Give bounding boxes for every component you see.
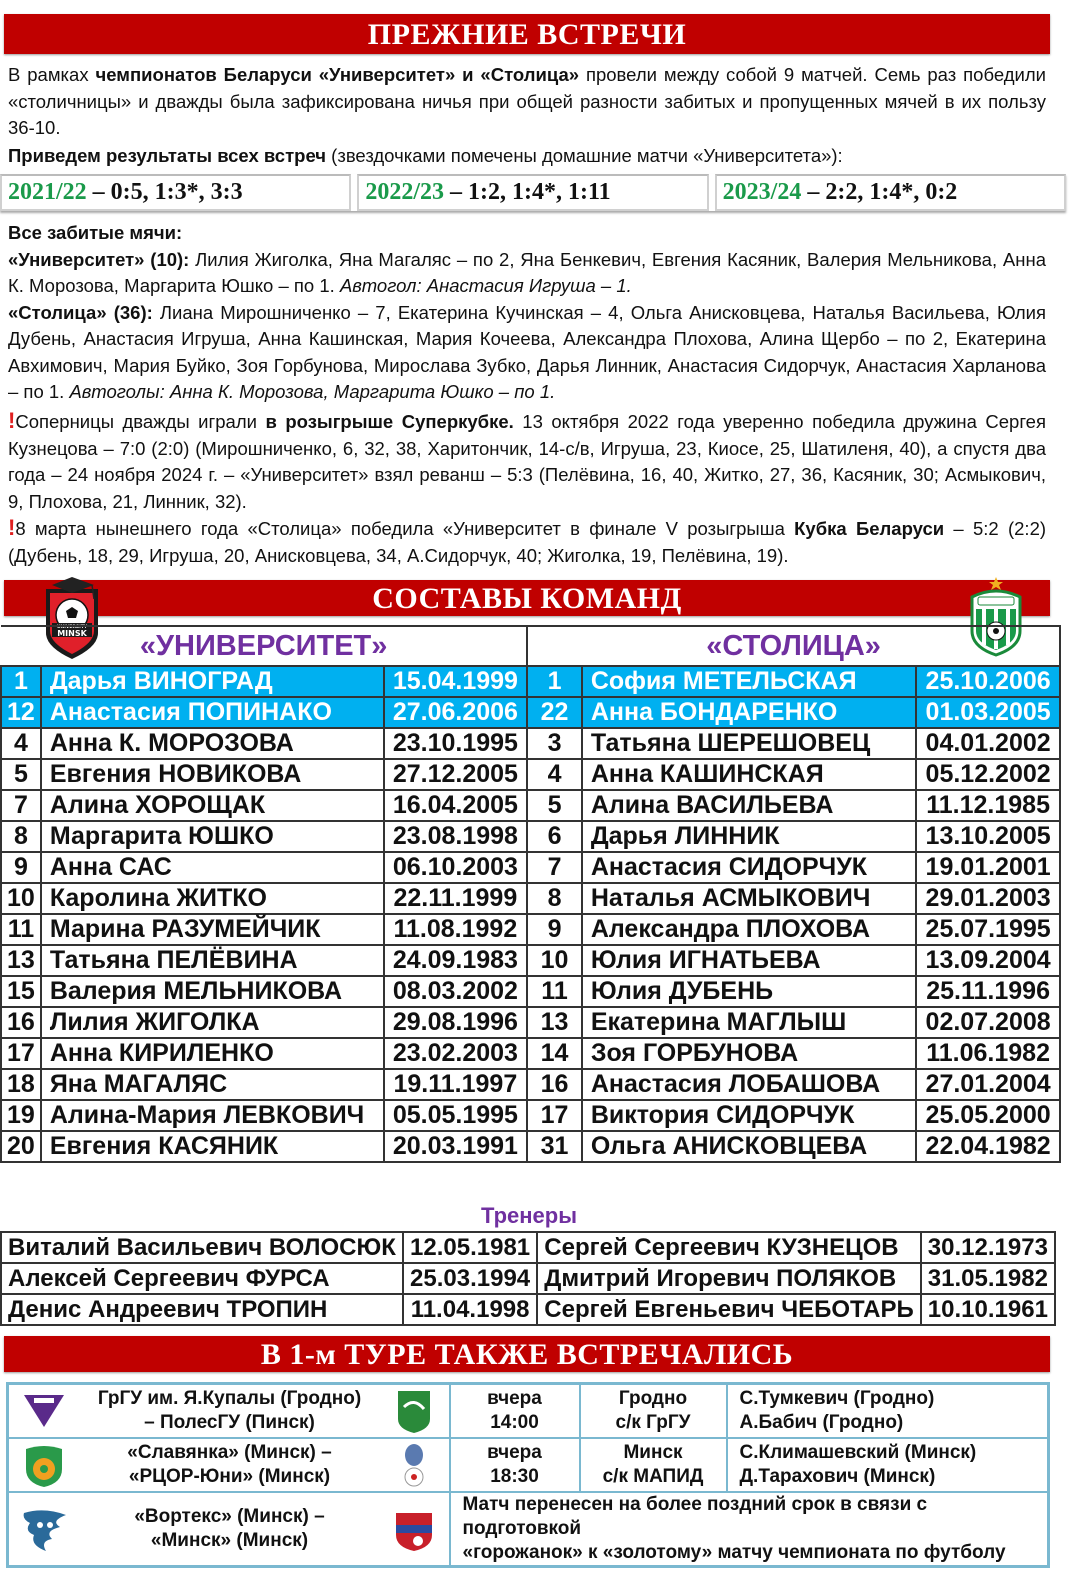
home-player-birthdate: 29.08.1996: [384, 1007, 528, 1038]
away-player-birthdate: 29.01.2003: [916, 883, 1060, 914]
away-player-number: 16: [527, 1069, 582, 1100]
home-player-name: Анна САС: [41, 852, 384, 883]
away-player-birthdate: 19.01.2001: [916, 852, 1060, 883]
season-scores: – 2:2, 1:4*, 0:2: [801, 179, 958, 205]
away-player-number: 22: [527, 697, 582, 728]
intro-paragraph: [8, 62, 1046, 142]
section-banner-previous-meetings: ПРЕЖНИЕ ВСТРЕЧИ: [4, 14, 1050, 54]
away-player-name: Анна КАШИНСКАЯ: [582, 759, 916, 790]
away-player-birthdate: 22.04.1982: [916, 1131, 1060, 1162]
match-referees: [727, 1438, 1049, 1492]
match-time: [450, 1384, 580, 1439]
match-city: Минск: [623, 1442, 683, 1463]
section-banner-other-matches: В 1-м ТУРЕ ТАКЖЕ ВСТРЕЧАЛИСЬ: [4, 1336, 1050, 1372]
note-line: «горожанок» к «золотому» матчу чемпионата по футболу: [462, 1542, 1006, 1563]
match-teams: [80, 1438, 380, 1492]
away-player-number: 10: [527, 945, 582, 976]
away-coach-birthdate: 31.05.1982: [921, 1263, 1055, 1294]
match-time-value: 14:00: [490, 1412, 539, 1433]
away-player-birthdate: 11.06.1982: [916, 1038, 1060, 1069]
away-player-birthdate: 04.01.2002: [916, 728, 1060, 759]
away-coach-name: Дмитрий Игоревич ПОЛЯКОВ: [537, 1263, 920, 1294]
home-player-number: 9: [1, 852, 41, 883]
home-player-birthdate: 27.12.2005: [384, 759, 528, 790]
home-player-name: Валерия МЕЛЬНИКОВА: [41, 976, 384, 1007]
away-player-number: 5: [527, 790, 582, 821]
home-player-birthdate: 11.08.1992: [384, 914, 528, 945]
season-scores: – 1:2, 1:4*, 1:11: [444, 179, 611, 205]
home-player-birthdate: 06.10.2003: [384, 852, 528, 883]
home-player-number: 16: [1, 1007, 41, 1038]
match-team-2: – ПолесГУ (Пинск): [144, 1412, 315, 1433]
home-team-name: «УНИВЕРСИТЕТ»: [1, 626, 527, 666]
home-player-number: 12: [1, 697, 41, 728]
home-player-number: 4: [1, 728, 41, 759]
note-text: Соперницы дважды играли: [15, 411, 266, 432]
home-player-name: Маргарита ЮШКО: [41, 821, 384, 852]
lineups-table: [0, 625, 1061, 1163]
home-coach-birthdate: 12.05.1981: [403, 1232, 537, 1263]
match-time-value: 18:30: [490, 1466, 539, 1487]
home-player-name: Анна К. МОРОЗОВА: [41, 728, 384, 759]
away-player-name: Екатерина МАГЛЫШ: [582, 1007, 916, 1038]
home-player-name: Лилия ЖИГОЛКА: [41, 1007, 384, 1038]
roster-row-goalkeeper: [1, 697, 1060, 728]
other-match-row: [8, 1384, 1049, 1439]
minsk-logo-icon: [380, 1492, 450, 1567]
polesgu-logo-icon: [380, 1384, 450, 1439]
home-player-birthdate: 27.06.2006: [384, 697, 528, 728]
referee: Д.Тарахович (Минск): [739, 1466, 936, 1487]
away-player-name: Ольга АНИСКОВЦЕВА: [582, 1131, 916, 1162]
season-results: [0, 174, 1066, 211]
away-player-birthdate: 13.09.2004: [916, 945, 1060, 976]
away-player-number: 31: [527, 1131, 582, 1162]
roster-row: [1, 883, 1060, 914]
results-intro-bold: Приведем результаты всех встреч: [8, 145, 327, 166]
home-player-number: 13: [1, 945, 41, 976]
goals-stol-label: «Столица» (36):: [8, 301, 153, 323]
home-player-birthdate: 22.11.1999: [384, 883, 528, 914]
referee: С.Тумкевич (Гродно): [739, 1388, 935, 1409]
home-player-number: 20: [1, 1131, 41, 1162]
away-player-name: Зоя ГОРБУНОВА: [582, 1038, 916, 1069]
goals-univ-text: Лилия Жиголка, Яна Магаляс – по 2, Яна Бенкевич, Евгения Касяник, Валерия Мельникова, Анна К. Морозова, Маргарита Юшко – по 1.: [8, 248, 1046, 296]
goals-section: [8, 220, 1046, 406]
home-player-birthdate: 05.05.1995: [384, 1100, 528, 1131]
away-player-birthdate: 02.07.2008: [916, 1007, 1060, 1038]
away-player-number: 8: [527, 883, 582, 914]
home-player-number: 5: [1, 759, 41, 790]
match-team-1: ГрГУ им. Я.Купалы (Гродно): [97, 1388, 362, 1409]
home-player-birthdate: 23.02.2003: [384, 1038, 528, 1069]
match-team-2: «РЦОР-Юни» (Минск): [128, 1466, 331, 1487]
roster-row: [1, 976, 1060, 1007]
home-coach-name: Виталий Васильевич ВОЛОСЮК: [1, 1232, 403, 1263]
home-player-number: 7: [1, 790, 41, 821]
note-bold: в розыгрыше Суперкубке.: [265, 411, 514, 432]
roster-row: [1, 821, 1060, 852]
away-player-birthdate: 01.03.2005: [916, 697, 1060, 728]
home-player-birthdate: 20.03.1991: [384, 1131, 528, 1162]
away-player-number: 13: [527, 1007, 582, 1038]
goals-stol-own: Автоголы: Анна К. Морозова, Маргарита Юшко – по 1.: [69, 381, 556, 402]
home-player-birthdate: 08.03.2002: [384, 976, 528, 1007]
match-team-1: «Вортекс» (Минск) –: [134, 1506, 325, 1527]
home-player-name: Евгения КАСЯНИК: [41, 1131, 384, 1162]
away-player-number: 9: [527, 914, 582, 945]
other-matches-table: [6, 1382, 1050, 1568]
svg-text:UNIVERSITY: UNIVERSITY: [56, 625, 88, 630]
away-player-name: Татьяна ШЕРЕШОВЕЦ: [582, 728, 916, 759]
match-teams: [80, 1492, 380, 1567]
away-player-name: Юлия ДУБЕНЬ: [582, 976, 916, 1007]
away-player-name: Александра ПЛОХОВА: [582, 914, 916, 945]
intro-text-rest: провели между собой 9 матчей. Семь раз победили «столичницы» и дважды была зафиксирована ничья при общей разности забитых и пропущенных мячей в их пользу 36-10.: [8, 64, 1046, 138]
away-player-number: 7: [527, 852, 582, 883]
roster-row: [1, 852, 1060, 883]
team-header-row: [1, 626, 1060, 666]
home-player-number: 1: [1, 666, 41, 697]
home-player-name: Марина РАЗУМЕЙЧИК: [41, 914, 384, 945]
coaches-table: [0, 1231, 1056, 1326]
other-match-row: [8, 1492, 1049, 1567]
home-player-birthdate: 16.04.2005: [384, 790, 528, 821]
season-result: [715, 174, 1066, 211]
away-player-name: Анастасия СИДОРЧУК: [582, 852, 916, 883]
season-year: 2023/24: [722, 179, 802, 205]
results-intro: [8, 143, 1046, 170]
results-intro-text: (звездочками помечены домашние матчи «Университета»):: [326, 145, 843, 166]
away-player-birthdate: 13.10.2005: [916, 821, 1060, 852]
match-city: Гродно: [618, 1388, 688, 1409]
home-player-name: Алина-Мария ЛЕВКОВИЧ: [41, 1100, 384, 1131]
match-venue: [580, 1384, 727, 1439]
away-coach-name: Сергей Сергеевич КУЗНЕЦОВ: [537, 1232, 920, 1263]
goals-univ-label: «Университет» (10):: [8, 248, 190, 270]
section-banner-lineups: СОСТАВЫ КОМАНД: [4, 580, 1050, 616]
roster-row: [1, 1038, 1060, 1069]
other-match-row: [8, 1438, 1049, 1492]
match-teams: [80, 1384, 380, 1439]
season-result: [357, 174, 708, 211]
match-team-1: «Славянка» (Минск) –: [127, 1442, 332, 1463]
home-player-birthdate: 23.10.1995: [384, 728, 528, 759]
note-text: 8 марта нынешнего года «Столица» победила «Университет в финале V розыгрыша: [15, 518, 795, 539]
note-bold: Кубка Беларуси: [794, 518, 945, 539]
home-player-birthdate: 15.04.1999: [384, 666, 528, 697]
home-player-number: 8: [1, 821, 41, 852]
coach-row: [1, 1232, 1055, 1263]
away-player-name: София МЕТЕЛЬСКАЯ: [582, 666, 916, 697]
intro-bold: чемпионатов Беларуси «Университет» и «Столица»: [95, 64, 580, 85]
season-result: [0, 174, 351, 211]
notes-section: [8, 408, 1046, 569]
roster-row: [1, 914, 1060, 945]
away-player-birthdate: 25.11.1996: [916, 976, 1060, 1007]
season-scores: – 0:5, 1:3*, 3:3: [86, 179, 243, 205]
match-referees: [727, 1384, 1049, 1439]
home-coach-name: Денис Андреевич ТРОПИН: [1, 1294, 403, 1325]
home-player-number: 19: [1, 1100, 41, 1131]
away-player-number: 3: [527, 728, 582, 759]
away-player-birthdate: 05.12.2002: [916, 759, 1060, 790]
coach-row: [1, 1294, 1055, 1325]
roster-row: [1, 1069, 1060, 1100]
away-player-number: 17: [527, 1100, 582, 1131]
away-player-name: Анастасия ЛОБАШОВА: [582, 1069, 916, 1100]
away-team-name: «СТОЛИЦА»: [527, 626, 1060, 666]
roster-row: [1, 1131, 1060, 1162]
season-year: 2021/22: [8, 179, 87, 205]
intro-text: В рамках: [8, 64, 96, 85]
home-player-number: 17: [1, 1038, 41, 1069]
home-player-name: Евгения НОВИКОВА: [41, 759, 384, 790]
home-player-name: Алина ХОРОЩАК: [41, 790, 384, 821]
slavyanka-logo-icon: [8, 1438, 80, 1492]
home-player-name: Анастасия ПОПИНАКО: [41, 697, 384, 728]
exclamation-icon: !: [8, 515, 16, 540]
away-player-name: Дарья ЛИННИК: [582, 821, 916, 852]
grgu-logo-icon: [8, 1384, 80, 1439]
roster-row: [1, 759, 1060, 790]
home-player-name: Яна МАГАЛЯС: [41, 1069, 384, 1100]
coach-row: [1, 1263, 1055, 1294]
match-day: вчера: [487, 1442, 542, 1463]
home-player-number: 18: [1, 1069, 41, 1100]
coaches-title: Тренеры: [480, 1203, 578, 1228]
home-player-name: Анна КИРИЛЕНКО: [41, 1038, 384, 1069]
home-player-number: 10: [1, 883, 41, 914]
away-player-number: 1: [527, 666, 582, 697]
away-player-name: Виктория СИДОРЧУК: [582, 1100, 916, 1131]
home-player-name: Дарья ВИНОГРАД: [41, 666, 384, 697]
away-player-birthdate: 25.10.2006: [916, 666, 1060, 697]
away-player-number: 11: [527, 976, 582, 1007]
away-player-birthdate: 11.12.1985: [916, 790, 1060, 821]
svg-text:MINSK: MINSK: [57, 629, 87, 638]
home-coach-birthdate: 11.04.1998: [403, 1294, 537, 1325]
match-time: [450, 1438, 580, 1492]
away-coach-birthdate: 10.10.1961: [921, 1294, 1055, 1325]
away-player-number: 14: [527, 1038, 582, 1069]
match-team-2: «Минск» (Минск): [150, 1530, 309, 1551]
home-player-number: 11: [1, 914, 41, 945]
exclamation-icon: !: [8, 408, 16, 433]
home-player-birthdate: 24.09.1983: [384, 945, 528, 976]
referee: А.Бабич (Гродно): [739, 1412, 904, 1433]
home-player-name: Каролина ЖИТКО: [41, 883, 384, 914]
roster-row: [1, 1007, 1060, 1038]
home-coach-birthdate: 25.03.1994: [403, 1263, 537, 1294]
away-player-name: Юлия ИГНАТЬЕВА: [582, 945, 916, 976]
away-coach-birthdate: 30.12.1973: [921, 1232, 1055, 1263]
roster-row: [1, 1100, 1060, 1131]
vortex-logo-icon: [8, 1492, 80, 1567]
note-text: 13 октября 2022 года уверенно победила дружина Сергея Кузнецова – 7:0 (2:0) (Мирошниченко, 6, 32, 38, Харитончик, 14-с/в, Игруша, 23, Киосе, 25, Шатиленя, 40), а спустя два года – 24 ноября 2024 г. – «Университет» взял реванш – 5:3 (Пелёвина, 16, 40, Житко, 27, 36, Касяник, 30; Асмыкович, 9, Плохова, 21, Линник, 32).: [8, 411, 1046, 512]
away-player-number: 6: [527, 821, 582, 852]
away-player-birthdate: 25.05.2000: [916, 1100, 1060, 1131]
away-player-name: Анна БОНДАРЕНКО: [582, 697, 916, 728]
match-day: вчера: [487, 1388, 542, 1409]
roster-row: [1, 945, 1060, 976]
home-coach-name: Алексей Сергеевич ФУРСА: [1, 1263, 403, 1294]
match-postponed-note: [450, 1492, 1049, 1567]
away-player-birthdate: 25.07.1995: [916, 914, 1060, 945]
away-player-name: Алина ВАСИЛЬЕВА: [582, 790, 916, 821]
goals-univ-own: Автогол: Анастасия Игруша – 1.: [339, 275, 632, 296]
match-venue: [580, 1438, 727, 1492]
match-venue-name: с/к МАПИД: [602, 1466, 704, 1487]
home-player-birthdate: 19.11.1997: [384, 1069, 528, 1100]
season-year: 2022/23: [365, 179, 444, 205]
note-text: – 5:2 (2:2) (Дубень, 18, 29, Игруша, 20, Анисковцева, 34, А.Сидорчук, 40; Жиголка, 19, Пелёвина, 19).: [8, 518, 1047, 566]
referee: С.Климашевский (Минск): [739, 1442, 977, 1463]
roster-row: [1, 728, 1060, 759]
roster-row: [1, 790, 1060, 821]
away-coach-name: Сергей Евгеньевич ЧЕБОТАРЬ: [537, 1294, 920, 1325]
goals-title: Все забитые мячи:: [8, 222, 183, 243]
goals-stol-text: Лиана Мирошниченко – 7, Екатерина Кучинская – 4, Ольга Анисковцева, Наталья Васильева, Юлия Дубень, Анастасия Игруша, Анна Кашинская, Мария Кочеева, Александра Плохова, Алина Щербо – по 2, Екатерина Авхимович, Мария Буйко, Зоя Горбунова, Мирослава Зубко, Дарья Линник, Анастасия Сидорчук, Анастасия Харланова – по 1.: [8, 301, 1046, 402]
match-venue-name: с/к ГрГУ: [615, 1412, 691, 1433]
away-player-name: Наталья АСМЫКОВИЧ: [582, 883, 916, 914]
home-player-name: Татьяна ПЕЛЁВИНА: [41, 945, 384, 976]
away-player-number: 4: [527, 759, 582, 790]
home-player-birthdate: 23.08.1998: [384, 821, 528, 852]
rtsor-uni-logo-icon: [380, 1438, 450, 1492]
away-player-birthdate: 27.01.2004: [916, 1069, 1060, 1100]
roster-row-goalkeeper: [1, 666, 1060, 697]
note-line: Матч перенесен на более поздний срок в связи с подготовкой: [462, 1494, 928, 1539]
home-player-number: 15: [1, 976, 41, 1007]
